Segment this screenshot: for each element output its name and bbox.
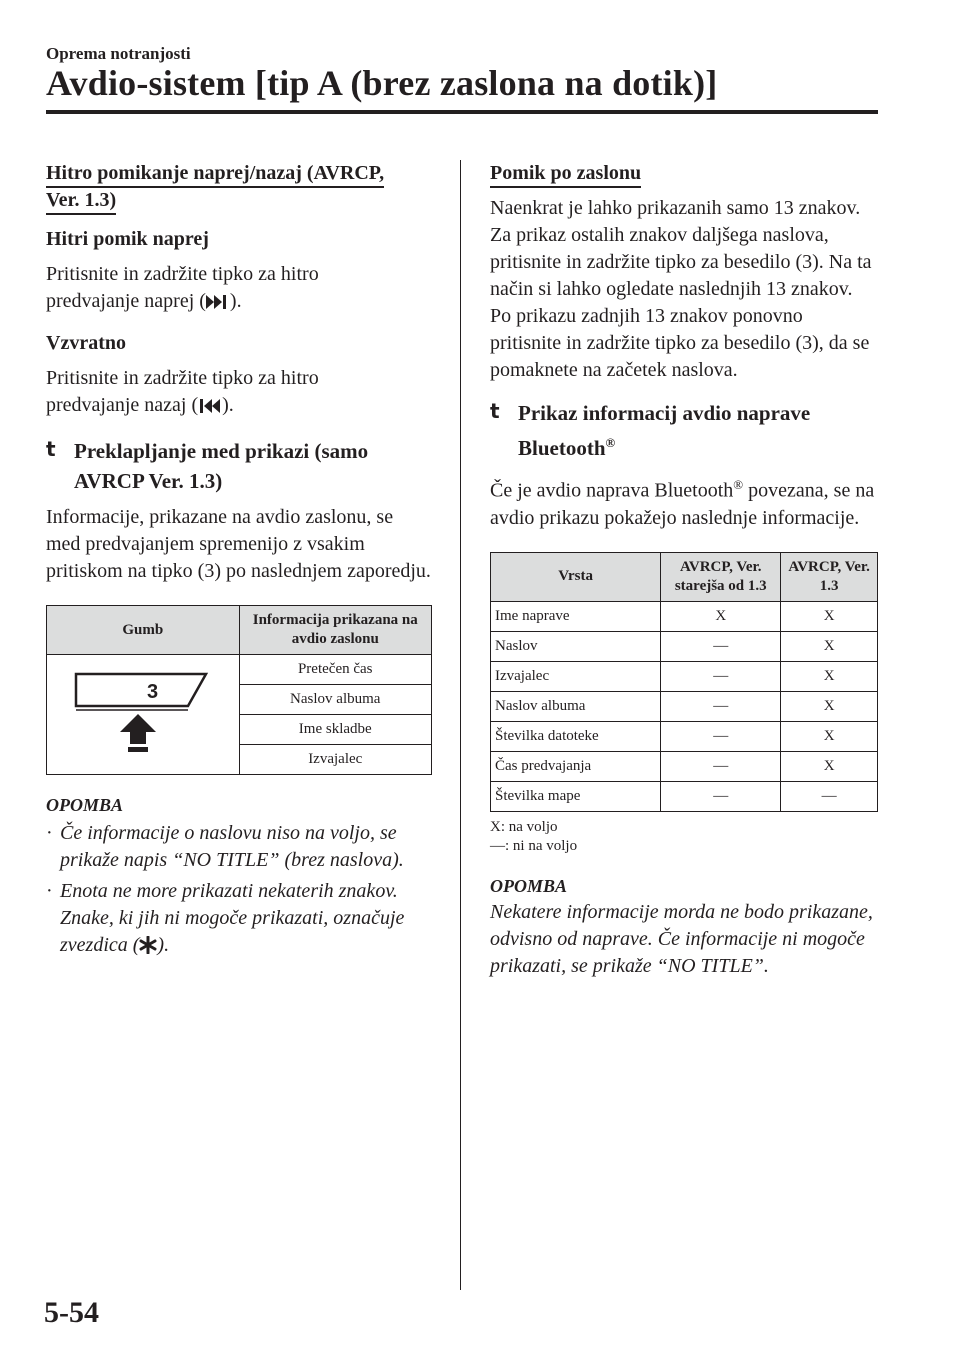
note-text: Nekatere informacije morda ne bodo prikazane, odvisno od naprave. Če informacije ni mogoče prikazati, se prikaže “NO TITLE”. <box>490 900 873 977</box>
table-row: Ime skladbe <box>239 715 432 745</box>
display-sequence-table <box>46 605 432 775</box>
bullet: · <box>46 880 53 902</box>
page-number: 5-54 <box>44 1296 99 1329</box>
switch-display-text: Informacije, prikazane na avdio zaslonu, se med predvajanjem spremenijo z vsakim pritiskom na tipko (3) po naslednjem zaporedju. <box>46 506 431 582</box>
fast-forward-icon <box>206 291 230 318</box>
table-row: Izvajalec <box>239 745 432 775</box>
table-row: Izvajalec — X <box>491 661 878 691</box>
table-header-type: Vrsta <box>491 552 661 601</box>
asterisk-icon <box>139 935 157 962</box>
switch-display-heading: t Preklapljanje med prikazi (samo AVRCP Ver. 1.3) <box>46 436 432 496</box>
svg-text:3: 3 <box>146 681 158 703</box>
table-row: Številka mape — — <box>491 781 878 811</box>
rewind-title: Vzvratno <box>46 332 126 354</box>
button-3-icon <box>68 664 218 760</box>
section-scroll-title: Pomik po zaslonu <box>490 160 878 187</box>
table-row: Ime naprave X X <box>491 601 878 631</box>
button-illustration-cell <box>47 655 240 775</box>
fast-forward-title: Hitri pomik naprej <box>46 228 209 250</box>
note-item: · Enota ne more prikazati nekaterih znakov. Znake, ki jih ni mogoče prikazati, označuje zvezdica ( ). <box>46 878 432 962</box>
rewind-text: Pritisnite in zadržite tipko za hitro predvajanje nazaj ( ). <box>46 365 432 422</box>
table-header-info: Informacija prikazana na avdio zaslonu <box>239 606 432 655</box>
note-item: · Če informacije o naslovu niso na voljo, se prikaže napis “NO TITLE” (brez naslova). <box>46 820 432 874</box>
section-marker-icon: t <box>46 437 56 461</box>
table-row: Čas predvajanja — X <box>491 751 878 781</box>
bt-info-text: Če je avdio naprava Bluetooth® povezana, se na avdio prikazu pokažejo naslednje informacije. <box>490 477 875 529</box>
bt-info-table <box>490 552 878 812</box>
table-row: Številka datoteke — X <box>491 721 878 751</box>
table-header-old-ver: AVRCP, Ver. starejša od 1.3 <box>661 552 781 601</box>
note-title: OPOMBA <box>46 795 124 815</box>
left-column <box>46 160 432 962</box>
section-marker-icon: t <box>490 399 500 423</box>
table-row: Naslov albuma — X <box>491 691 878 721</box>
table-row: Pretečen čas <box>239 655 432 685</box>
right-column <box>490 160 878 980</box>
fast-forward-text: Pritisnite in zadržite tipko za hitro predvajanje naprej ( ). <box>46 261 432 318</box>
note-title: OPOMBA <box>490 875 568 896</box>
page-title: Avdio-sistem [tip A (brez zaslona na dotik)] <box>46 63 718 103</box>
header-rule <box>46 110 878 114</box>
table-row: Naslov — X <box>491 631 878 661</box>
table-row: Naslov albuma <box>239 685 432 715</box>
table-legend: X: na voljo —: ni na voljo <box>490 818 578 854</box>
section-fast-seek-title: Hitro pomikanje naprej/nazaj (AVRCP, Ver. 1.3) <box>46 160 432 214</box>
header-subtitle: Oprema notranjosti <box>46 44 191 63</box>
table-header-button: Gumb <box>47 606 240 655</box>
bullet: · <box>46 822 53 844</box>
table-header-ver-1-3: AVRCP, Ver. 1.3 <box>781 552 878 601</box>
scroll-text: Naenkrat je lahko prikazanih samo 13 znakov. Za prikaz ostalih znakov daljšega naslova, pritisnite in zadržite tipko za besedilo (3). Na ta način si lahko ogledate naslednjih 13 znakov. Po prikazu zadnjih 13 znakov ponovno pritisnite in zadržite tipko za besedilo (3), da se pomaknete na začetek naslova. <box>490 197 872 381</box>
rewind-icon <box>198 395 222 422</box>
bt-info-heading: t Prikaz informacij avdio naprave Bluetooth® <box>490 398 878 463</box>
column-divider <box>460 160 461 1290</box>
